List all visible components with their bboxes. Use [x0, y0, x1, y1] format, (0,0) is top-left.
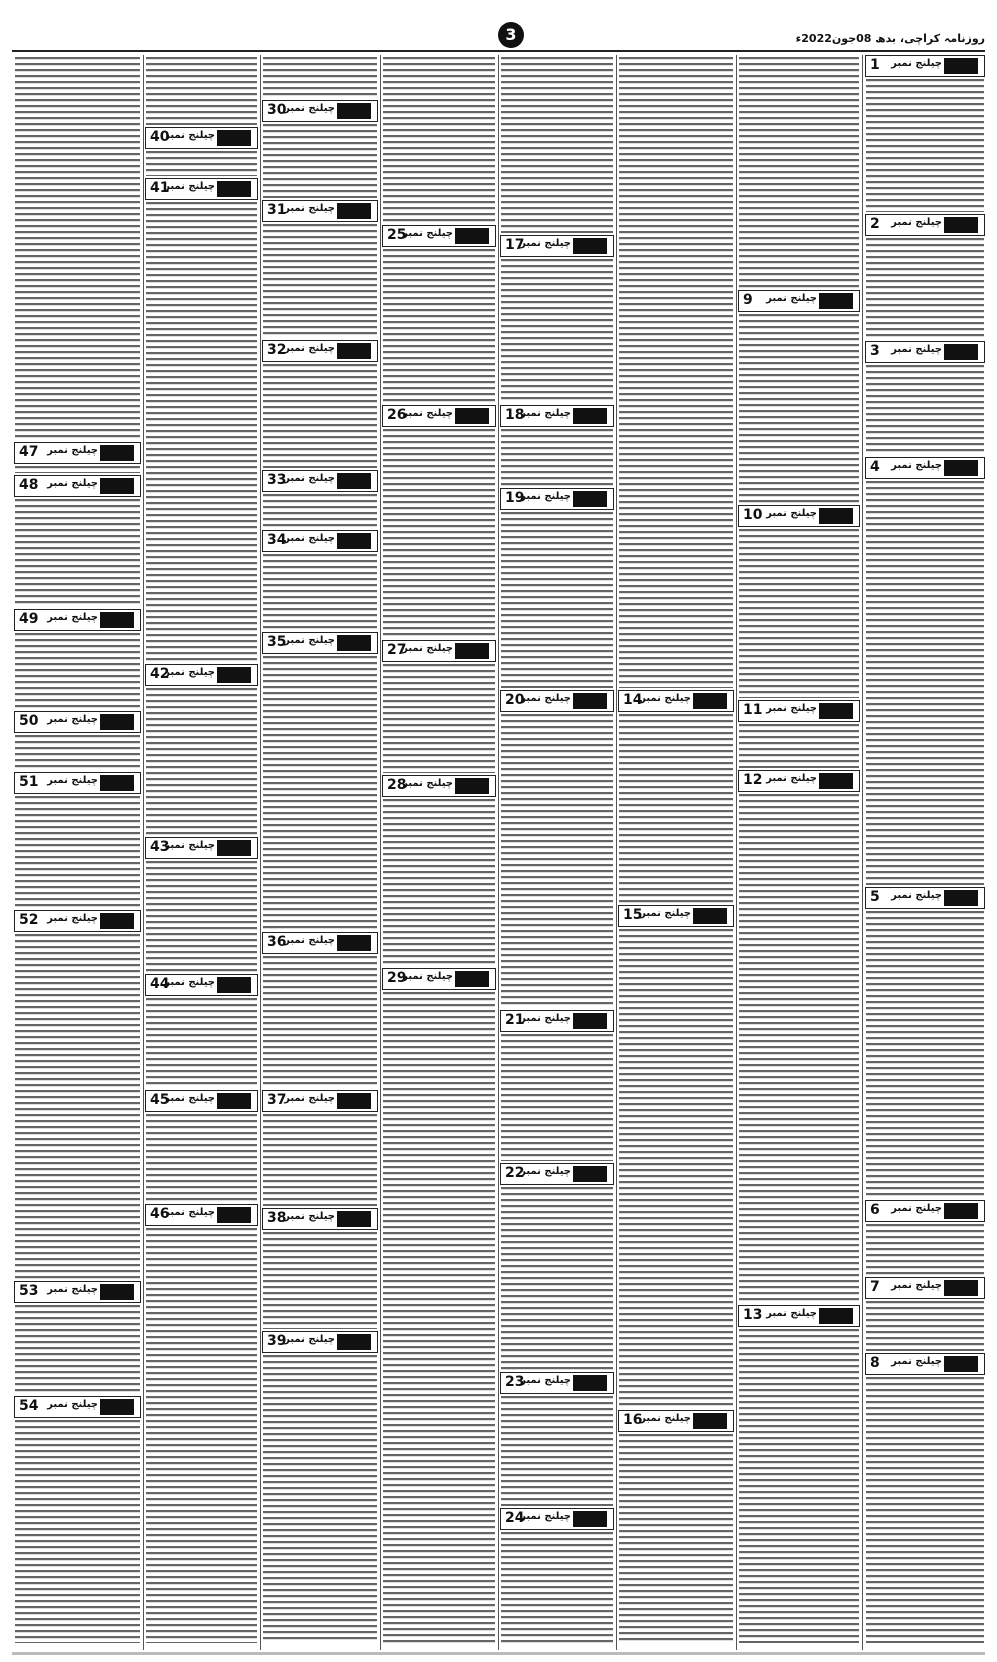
challenge-number: 53 — [19, 1283, 39, 1299]
article-text-block — [383, 249, 495, 403]
challenge-number: 26 — [387, 407, 407, 423]
challenge-header — [500, 1163, 614, 1185]
article-text-block — [15, 499, 140, 607]
page-number-badge: 3 — [498, 22, 524, 48]
challenge-header — [865, 341, 985, 363]
challenge-header — [262, 932, 378, 954]
challenge-number: 8 — [870, 1355, 880, 1371]
header-black-bar — [455, 778, 489, 794]
article-text-block — [263, 124, 377, 198]
challenge-number: 4 — [870, 459, 880, 475]
challenge-number: 6 — [870, 1202, 880, 1218]
challenge-number: 5 — [870, 889, 880, 905]
challenge-label: چیلنج نمبر — [520, 238, 571, 249]
article-column — [382, 55, 496, 1650]
header-black-bar — [455, 643, 489, 659]
challenge-number: 9 — [743, 292, 753, 308]
header-black-bar — [100, 1284, 134, 1300]
header-black-bar — [217, 667, 251, 683]
article-text-block — [263, 364, 377, 468]
challenge-label: چیلنج نمبر — [520, 1375, 571, 1386]
challenge-label: چیلنج نمبر — [520, 408, 571, 419]
challenge-number: 50 — [19, 713, 39, 729]
challenge-label: چیلنج نمبر — [164, 1207, 215, 1218]
challenge-number: 54 — [19, 1398, 39, 1414]
header-black-bar — [337, 935, 371, 951]
header-black-bar — [337, 203, 371, 219]
challenge-number: 42 — [150, 666, 170, 682]
article-text-block — [866, 238, 984, 339]
header-black-bar — [217, 840, 251, 856]
challenge-number: 17 — [505, 237, 525, 253]
column-rule — [616, 55, 617, 1650]
article-text-block — [263, 224, 377, 338]
challenge-label: چیلنج نمبر — [47, 775, 98, 786]
challenge-number: 28 — [387, 777, 407, 793]
challenge-number: 36 — [267, 934, 287, 950]
challenge-number: 7 — [870, 1279, 880, 1295]
challenge-label: چیلنج نمبر — [640, 908, 691, 919]
header-black-bar — [819, 508, 853, 524]
challenge-label: چیلنج نمبر — [284, 103, 335, 114]
challenge-header — [14, 442, 141, 464]
challenge-header — [865, 457, 985, 479]
article-text-block — [146, 1114, 257, 1202]
article-text-block — [263, 956, 377, 1088]
article-text-block — [263, 1232, 377, 1329]
header-black-bar — [217, 977, 251, 993]
challenge-label: چیلنج نمبر — [284, 1093, 335, 1104]
challenge-header — [262, 340, 378, 362]
challenge-label: چیلنج نمبر — [402, 228, 453, 239]
article-text-block — [15, 57, 140, 440]
challenge-number: 19 — [505, 490, 525, 506]
header-black-bar — [337, 635, 371, 651]
article-text-block — [866, 365, 984, 455]
challenge-number: 49 — [19, 611, 39, 627]
challenge-header — [382, 640, 496, 662]
challenge-label: چیلنج نمبر — [47, 478, 98, 489]
article-text-block — [501, 512, 613, 688]
article-text-block — [739, 314, 859, 503]
challenge-label: چیلنج نمبر — [164, 667, 215, 678]
article-text-block — [146, 998, 257, 1088]
article-text-block — [15, 735, 140, 770]
header-black-bar — [337, 1334, 371, 1350]
header-black-bar — [100, 1399, 134, 1415]
challenge-header — [262, 470, 378, 492]
challenge-label: چیلنج نمبر — [766, 1308, 817, 1319]
column-rule — [498, 55, 499, 1650]
challenge-header — [262, 1090, 378, 1112]
challenge-header — [865, 214, 985, 236]
article-text-block — [146, 151, 257, 176]
header-black-bar — [944, 217, 978, 233]
challenge-header — [738, 770, 860, 792]
article-text-block — [501, 57, 613, 233]
article-column — [145, 55, 258, 1650]
article-text-block — [383, 57, 495, 223]
challenge-label: چیلنج نمبر — [640, 693, 691, 704]
challenge-number: 22 — [505, 1165, 525, 1181]
challenge-number: 34 — [267, 532, 287, 548]
challenge-number: 25 — [387, 227, 407, 243]
challenge-label: چیلنج نمبر — [766, 703, 817, 714]
challenge-number: 1 — [870, 57, 880, 73]
header-black-bar — [337, 473, 371, 489]
article-text-block — [619, 714, 733, 903]
challenge-header — [865, 55, 985, 77]
article-text-block — [15, 1420, 140, 1643]
article-text-block — [739, 794, 859, 1303]
challenge-number: 32 — [267, 342, 287, 358]
article-text-block — [15, 1305, 140, 1394]
header-black-bar — [573, 408, 607, 424]
challenge-header — [382, 968, 496, 990]
challenge-header — [500, 1010, 614, 1032]
article-text-block — [501, 1396, 613, 1506]
header-black-bar — [337, 1093, 371, 1109]
challenge-header — [145, 178, 258, 200]
header-black-bar — [100, 913, 134, 929]
article-text-block — [866, 481, 984, 885]
article-text-block — [739, 1329, 859, 1643]
bottom-rule — [12, 1652, 985, 1655]
column-rule — [260, 55, 261, 1650]
challenge-number: 40 — [150, 129, 170, 145]
challenge-number: 38 — [267, 1210, 287, 1226]
article-text-block — [501, 259, 613, 403]
challenge-header — [14, 1281, 141, 1303]
article-text-block — [263, 1355, 377, 1643]
challenge-number: 46 — [150, 1206, 170, 1222]
challenge-number: 35 — [267, 634, 287, 650]
challenge-header — [500, 488, 614, 510]
article-text-block — [501, 1187, 613, 1370]
article-text-block — [619, 1434, 733, 1643]
challenge-header — [14, 910, 141, 932]
article-text-block — [501, 714, 613, 1008]
challenge-number: 37 — [267, 1092, 287, 1108]
header-black-bar — [100, 478, 134, 494]
challenge-label: چیلنج نمبر — [284, 343, 335, 354]
challenge-number: 15 — [623, 907, 643, 923]
header-black-bar — [819, 703, 853, 719]
header-black-bar — [100, 775, 134, 791]
challenge-label: چیلنج نمبر — [640, 1413, 691, 1424]
article-text-block — [15, 934, 140, 1279]
challenge-label: چیلنج نمبر — [284, 1211, 335, 1222]
article-text-block — [146, 202, 257, 662]
header-black-bar — [693, 908, 727, 924]
challenge-header — [865, 1353, 985, 1375]
header-black-bar — [337, 1211, 371, 1227]
article-text-block — [739, 57, 859, 288]
article-text-block — [263, 554, 377, 630]
challenge-number: 20 — [505, 692, 525, 708]
challenge-label: چیلنج نمبر — [284, 935, 335, 946]
challenge-header — [14, 609, 141, 631]
article-text-block — [866, 1224, 984, 1275]
challenge-number: 21 — [505, 1012, 525, 1028]
challenge-label: چیلنج نمبر — [891, 58, 942, 69]
article-text-block — [146, 1228, 257, 1643]
header-black-bar — [944, 1280, 978, 1296]
article-text-block — [866, 79, 984, 212]
article-text-block — [866, 1301, 984, 1351]
header-black-bar — [819, 293, 853, 309]
article-column — [738, 55, 860, 1650]
challenge-number: 48 — [19, 477, 39, 493]
header-black-bar — [573, 238, 607, 254]
challenge-label: چیلنج نمبر — [402, 971, 453, 982]
challenge-header — [500, 235, 614, 257]
challenge-header — [618, 905, 734, 927]
header-black-bar — [337, 533, 371, 549]
challenge-header — [738, 290, 860, 312]
article-text-block — [383, 992, 495, 1643]
challenge-number: 44 — [150, 976, 170, 992]
challenge-header — [145, 1204, 258, 1226]
challenge-number: 11 — [743, 702, 763, 718]
page-date: روزنامہ کراچی، بدھ 08جون2022ء — [795, 32, 985, 45]
challenge-label: چیلنج نمبر — [891, 890, 942, 901]
article-text-block — [15, 466, 140, 473]
challenge-header — [145, 664, 258, 686]
challenge-header — [382, 775, 496, 797]
challenge-label: چیلنج نمبر — [891, 217, 942, 228]
challenge-number: 45 — [150, 1092, 170, 1108]
header-black-bar — [693, 1413, 727, 1429]
challenge-header — [14, 711, 141, 733]
header-black-bar — [100, 612, 134, 628]
column-rule — [862, 55, 863, 1650]
header-black-bar — [217, 1093, 251, 1109]
challenge-label: چیلنج نمبر — [164, 840, 215, 851]
challenge-label: چیلنج نمبر — [284, 1334, 335, 1345]
header-black-bar — [217, 181, 251, 197]
challenge-header — [145, 974, 258, 996]
challenge-label: چیلنج نمبر — [891, 344, 942, 355]
header-black-bar — [455, 228, 489, 244]
challenge-label: چیلنج نمبر — [520, 693, 571, 704]
article-text-block — [383, 429, 495, 638]
challenge-header — [262, 530, 378, 552]
challenge-number: 43 — [150, 839, 170, 855]
article-column — [500, 55, 614, 1650]
challenge-label: چیلنج نمبر — [47, 714, 98, 725]
article-text-block — [501, 1532, 613, 1643]
challenge-label: چیلنج نمبر — [47, 913, 98, 924]
challenge-number: 52 — [19, 912, 39, 928]
header-black-bar — [455, 408, 489, 424]
challenge-label: چیلنج نمبر — [766, 293, 817, 304]
challenge-label: چیلنج نمبر — [520, 1511, 571, 1522]
article-text-block — [866, 1377, 984, 1643]
challenge-header — [262, 1208, 378, 1230]
challenge-label: چیلنج نمبر — [402, 408, 453, 419]
article-text-block — [263, 57, 377, 98]
challenge-label: چیلنج نمبر — [284, 473, 335, 484]
challenge-number: 41 — [150, 180, 170, 196]
challenge-label: چیلنج نمبر — [47, 1284, 98, 1295]
header-black-bar — [573, 693, 607, 709]
article-column — [865, 55, 985, 1650]
challenge-header — [738, 505, 860, 527]
challenge-label: چیلنج نمبر — [891, 1356, 942, 1367]
challenge-number: 18 — [505, 407, 525, 423]
challenge-label: چیلنج نمبر — [284, 203, 335, 214]
challenge-header — [618, 690, 734, 712]
header-black-bar — [944, 1203, 978, 1219]
header-black-bar — [455, 971, 489, 987]
header-black-bar — [819, 1308, 853, 1324]
article-text-block — [263, 656, 377, 930]
header-black-bar — [944, 890, 978, 906]
article-text-block — [501, 429, 613, 486]
challenge-header — [500, 690, 614, 712]
challenge-label: چیلنج نمبر — [891, 1280, 942, 1291]
article-text-block — [146, 861, 257, 972]
challenge-label: چیلنج نمبر — [47, 1399, 98, 1410]
challenge-label: چیلنج نمبر — [164, 977, 215, 988]
challenge-number: 33 — [267, 472, 287, 488]
header-black-bar — [573, 1166, 607, 1182]
article-column — [14, 55, 141, 1650]
article-text-block — [15, 796, 140, 908]
article-text-block — [146, 688, 257, 835]
challenge-number: 39 — [267, 1333, 287, 1349]
article-text-block — [15, 633, 140, 709]
header-black-bar — [573, 1511, 607, 1527]
article-text-block — [501, 1034, 613, 1161]
challenge-number: 3 — [870, 343, 880, 359]
challenge-label: چیلنج نمبر — [47, 612, 98, 623]
challenge-header — [382, 405, 496, 427]
header-black-bar — [100, 445, 134, 461]
header-black-bar — [217, 1207, 251, 1223]
challenge-label: چیلنج نمبر — [402, 778, 453, 789]
column-rule — [736, 55, 737, 1650]
challenge-header — [14, 1396, 141, 1418]
challenge-number: 2 — [870, 216, 880, 232]
challenge-number: 23 — [505, 1374, 525, 1390]
column-rule — [143, 55, 144, 1650]
challenge-header — [145, 837, 258, 859]
challenge-number: 13 — [743, 1307, 763, 1323]
challenge-number: 14 — [623, 692, 643, 708]
challenge-header — [262, 1331, 378, 1353]
header-black-bar — [337, 343, 371, 359]
challenge-number: 24 — [505, 1510, 525, 1526]
article-text-block — [619, 57, 733, 688]
header-black-bar — [693, 693, 727, 709]
challenge-header — [738, 1305, 860, 1327]
masthead — [12, 20, 985, 52]
challenge-header — [262, 100, 378, 122]
article-text-block — [739, 724, 859, 768]
challenge-header — [865, 887, 985, 909]
header-black-bar — [944, 344, 978, 360]
column-rule — [380, 55, 381, 1650]
challenge-header — [500, 1372, 614, 1394]
article-column — [618, 55, 734, 1650]
header-black-bar — [573, 491, 607, 507]
article-text-block — [146, 57, 257, 125]
challenge-label: چیلنج نمبر — [766, 773, 817, 784]
challenge-header — [865, 1200, 985, 1222]
challenge-label: چیلنج نمبر — [164, 130, 215, 141]
challenge-label: چیلنج نمبر — [284, 533, 335, 544]
challenge-number: 30 — [267, 102, 287, 118]
challenge-number: 12 — [743, 772, 763, 788]
challenge-header — [500, 1508, 614, 1530]
header-black-bar — [573, 1375, 607, 1391]
challenge-header — [382, 225, 496, 247]
challenge-label: چیلنج نمبر — [164, 1093, 215, 1104]
challenge-header — [14, 475, 141, 497]
challenge-number: 29 — [387, 970, 407, 986]
challenge-header — [145, 127, 258, 149]
challenge-label: چیلنج نمبر — [284, 635, 335, 646]
challenge-number: 31 — [267, 202, 287, 218]
challenge-number: 16 — [623, 1412, 643, 1428]
header-black-bar — [100, 714, 134, 730]
challenge-header — [500, 405, 614, 427]
header-black-bar — [944, 1356, 978, 1372]
challenge-header — [618, 1410, 734, 1432]
header-black-bar — [944, 460, 978, 476]
article-text-block — [383, 799, 495, 966]
challenge-label: چیلنج نمبر — [520, 1166, 571, 1177]
challenge-header — [738, 700, 860, 722]
challenge-label: چیلنج نمبر — [47, 445, 98, 456]
article-text-block — [383, 664, 495, 773]
challenge-label: چیلنج نمبر — [520, 491, 571, 502]
challenge-header — [145, 1090, 258, 1112]
challenge-number: 47 — [19, 444, 39, 460]
article-text-block — [739, 529, 859, 698]
header-black-bar — [573, 1013, 607, 1029]
article-text-block — [866, 911, 984, 1198]
challenge-header — [14, 772, 141, 794]
header-black-bar — [217, 130, 251, 146]
article-text-block — [619, 929, 733, 1408]
challenge-label: چیلنج نمبر — [402, 643, 453, 654]
challenge-label: چیلنج نمبر — [164, 181, 215, 192]
challenge-label: چیلنج نمبر — [891, 1203, 942, 1214]
challenge-number: 10 — [743, 507, 763, 523]
article-column — [262, 55, 378, 1650]
header-black-bar — [944, 58, 978, 74]
header-black-bar — [337, 103, 371, 119]
challenge-header — [262, 200, 378, 222]
challenge-label: چیلنج نمبر — [891, 460, 942, 471]
challenge-header — [262, 632, 378, 654]
header-black-bar — [819, 773, 853, 789]
article-text-block — [263, 1114, 377, 1206]
article-text-block — [263, 494, 377, 528]
challenge-number: 27 — [387, 642, 407, 658]
challenge-number: 51 — [19, 774, 39, 790]
challenge-header — [865, 1277, 985, 1299]
challenge-label: چیلنج نمبر — [520, 1013, 571, 1024]
challenge-label: چیلنج نمبر — [766, 508, 817, 519]
